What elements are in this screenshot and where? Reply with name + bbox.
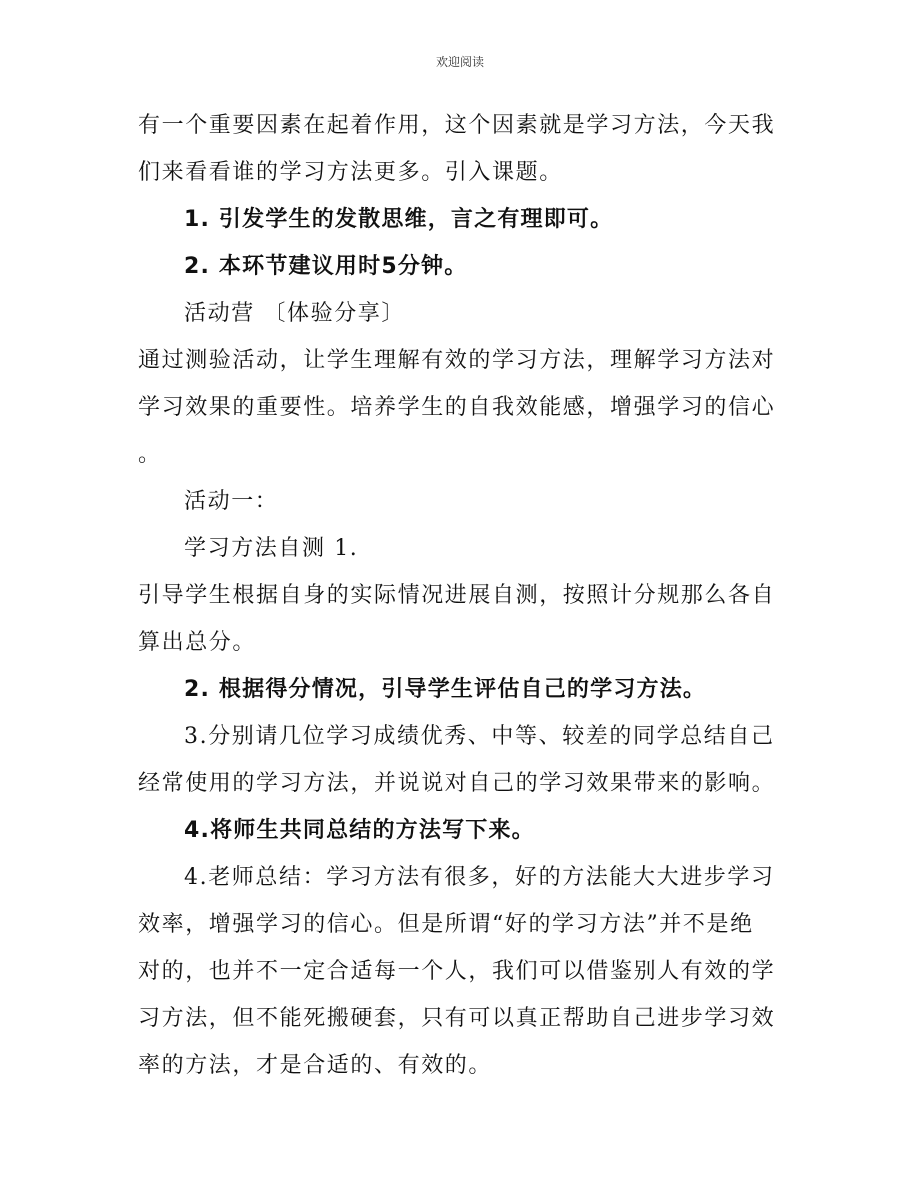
paragraph-line-7: 学习效果的重要性。培养学生的自我效能感，增强学习的信心 — [138, 395, 776, 420]
paragraph-line-1: 有一个重要因素在起着作用，这个因素就是学习方法，今天我 — [138, 113, 776, 138]
paragraph-line-2: 们来看看谁的学习方法更多。引入课题。 — [138, 160, 563, 185]
section-heading-activity-camp: 活动营 〔体验分享〕 — [184, 301, 405, 326]
activity-one-heading: 活动一： — [184, 489, 279, 514]
paragraph-line-19: 对的，也并不一定合适每一个人，我们可以借鉴别人有效的学 — [138, 959, 776, 984]
self-test-heading: 学习方法自测 1. — [184, 536, 359, 561]
paragraph-line-15: 经常使用的学习方法，并说说对自己的学习效果带来的影响。 — [138, 771, 776, 796]
bold-point-write-down: 4.将师生共同总结的方法写下来。 — [184, 818, 535, 843]
paragraph-line-20: 习方法，但不能死搬硬套，只有可以真正帮助自己进步学习效 — [138, 1006, 776, 1031]
paragraph-line-8: 。 — [138, 442, 162, 467]
bold-point-evaluate: 2. 根据得分情况，引导学生评估自己的学习方法。 — [184, 677, 707, 702]
document-body — [138, 102, 786, 1089]
page-header: 欢迎阅读 — [435, 55, 484, 69]
paragraph-line-12: 算出总分。 — [138, 630, 257, 655]
paragraph-line-6: 通过测验活动，让学生理解有效的学习方法，理解学习方法对 — [138, 348, 776, 373]
paragraph-line-14: 3.分别请几位学习成绩优秀、中等、较差的同学总结自己 — [184, 724, 775, 749]
paragraph-line-11: 引导学生根据自身的实际情况进展自测，按照计分规那么各自 — [138, 583, 776, 608]
bold-point-2: 2. 本环节建议用时5分钟。 — [184, 254, 468, 279]
paragraph-line-17: 4.老师总结：学习方法有很多，好的方法能大大进步学习 — [184, 865, 775, 890]
bold-point-1: 1. 引发学生的发散思维，言之有理即可。 — [184, 207, 614, 232]
paragraph-line-21: 率的方法，才是合适的、有效的。 — [138, 1053, 493, 1078]
paragraph-line-18: 效率，增强学习的信心。但是所谓“好的学习方法”并不是绝 — [138, 912, 754, 937]
